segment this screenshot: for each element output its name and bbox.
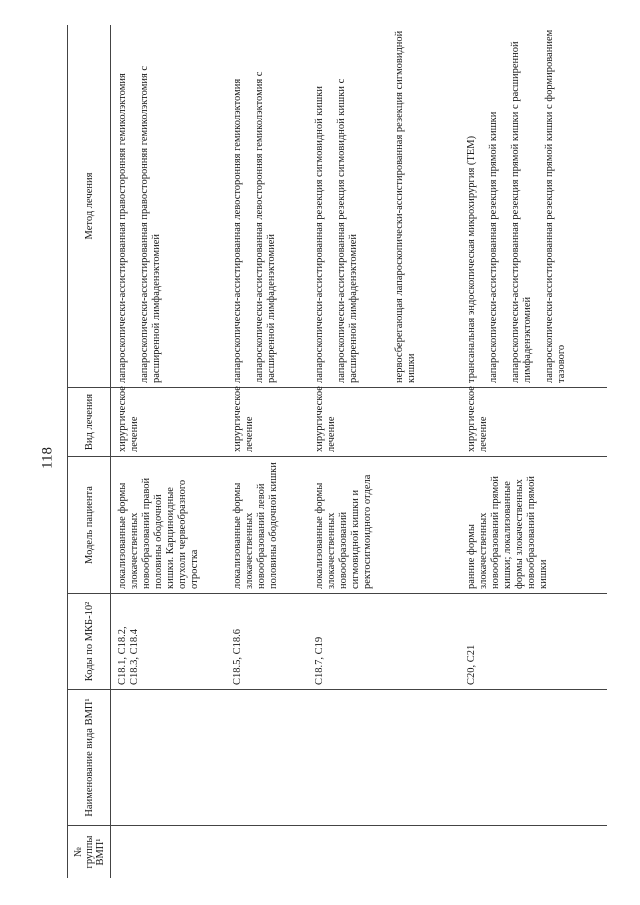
cell-treatment-type: хирургическое лечение — [456, 388, 607, 457]
table-row — [111, 25, 223, 878]
cell-treatment-type: хирургическое лечение — [222, 388, 303, 457]
method-item: лапароскопически-ассистированная левосторонняя гемиколэктомия — [232, 78, 244, 383]
rotated-table-container — [67, 25, 607, 878]
cell-group-number — [456, 826, 607, 879]
table-header-row — [68, 25, 111, 878]
cell-patient-model: локализованные формы злокачественных новообразований левой половины ободочной кишки — [222, 457, 303, 594]
table-frame — [67, 25, 607, 878]
method-item: лапароскопически-ассистированная резекция сигмовидной кишки — [313, 86, 325, 383]
method-item: лапароскопически-ассистированная резекция прямой кишки — [488, 111, 500, 383]
cell-icd-codes: C18.5, C18.6 — [222, 594, 303, 690]
cell-vmp-name — [304, 690, 457, 826]
header-treatment-method: Метод лечения — [68, 25, 111, 388]
method-item: лапароскопически-ассистированная резекция прямой кишки с формированием тазового — [544, 29, 568, 383]
cell-icd-codes: C18.7, C19 — [304, 594, 457, 690]
method-item: нервосберегающая лапароскопически-ассистированная резекция сигмовидной кишки — [393, 30, 417, 383]
treatment-table — [67, 25, 607, 878]
cell-patient-model: локализованные формы злокачественных новообразований правой половины ободочной кишки. Карциноидные опухоли червеобразного отростка — [111, 457, 223, 594]
cell-group-number — [111, 826, 223, 879]
cell-treatment-method — [222, 25, 303, 388]
cell-vmp-name — [222, 690, 303, 826]
cell-group-number — [222, 826, 303, 879]
method-item: лапароскопически-ассистированная правосторонняя гемиколэктомия с расширенной лимфаденэктомией — [139, 65, 162, 383]
method-item: лапароскопически-ассистированная резекция прямой кишки с расширенной лимфаденэктомией — [510, 41, 534, 383]
method-item: лапароскопически-ассистированная резекция сигмовидной кишки с расширенной лимфаденэктомией — [335, 78, 359, 383]
table-row — [456, 25, 607, 878]
cell-vmp-name — [456, 690, 607, 826]
table-row — [304, 25, 457, 878]
cell-treatment-method — [111, 25, 223, 388]
header-treatment-type: Вид лечения — [68, 388, 111, 457]
cell-treatment-method — [456, 25, 607, 388]
cell-group-number — [304, 826, 457, 879]
cell-icd-codes: C18.1, C18.2, C18.3, C18.4 — [111, 594, 223, 690]
cell-treatment-type: хирургическое лечение — [304, 388, 457, 457]
header-vmp-name: Наименование вида ВМП¹ — [68, 690, 111, 826]
cell-vmp-name — [111, 690, 223, 826]
table-row — [222, 25, 303, 878]
method-item: лапароскопически-ассистированная правосторонняя гемиколэктомия — [117, 73, 128, 383]
method-item: трансанальная эндоскопическая микрохирургия (ТЕМ) — [466, 135, 478, 383]
header-icd-codes: Коды по МКБ-10² — [68, 594, 111, 690]
header-patient-model: Модель пациента — [68, 457, 111, 594]
header-group-number: № группы ВМП¹ — [68, 826, 111, 879]
cell-patient-model: ранние формы злокачественных новообразований прямой кишки; локализованные формы злокачественных новообразований прямой кишки — [456, 457, 607, 594]
cell-treatment-type: хирургическое лечение — [111, 388, 223, 457]
cell-icd-codes: C20, C21 — [456, 594, 607, 690]
method-item: лапароскопически-ассистированная левосторонняя гемиколэктомия с расширенной лимфаденэктомией — [254, 71, 278, 383]
page-number-text: 118 — [39, 447, 56, 469]
page-number — [38, 438, 58, 478]
cell-patient-model: локализованные формы злокачественных новообразований сигмовидной кишки и ректосигмоидного отдела — [304, 457, 457, 594]
cell-treatment-method — [304, 25, 457, 388]
